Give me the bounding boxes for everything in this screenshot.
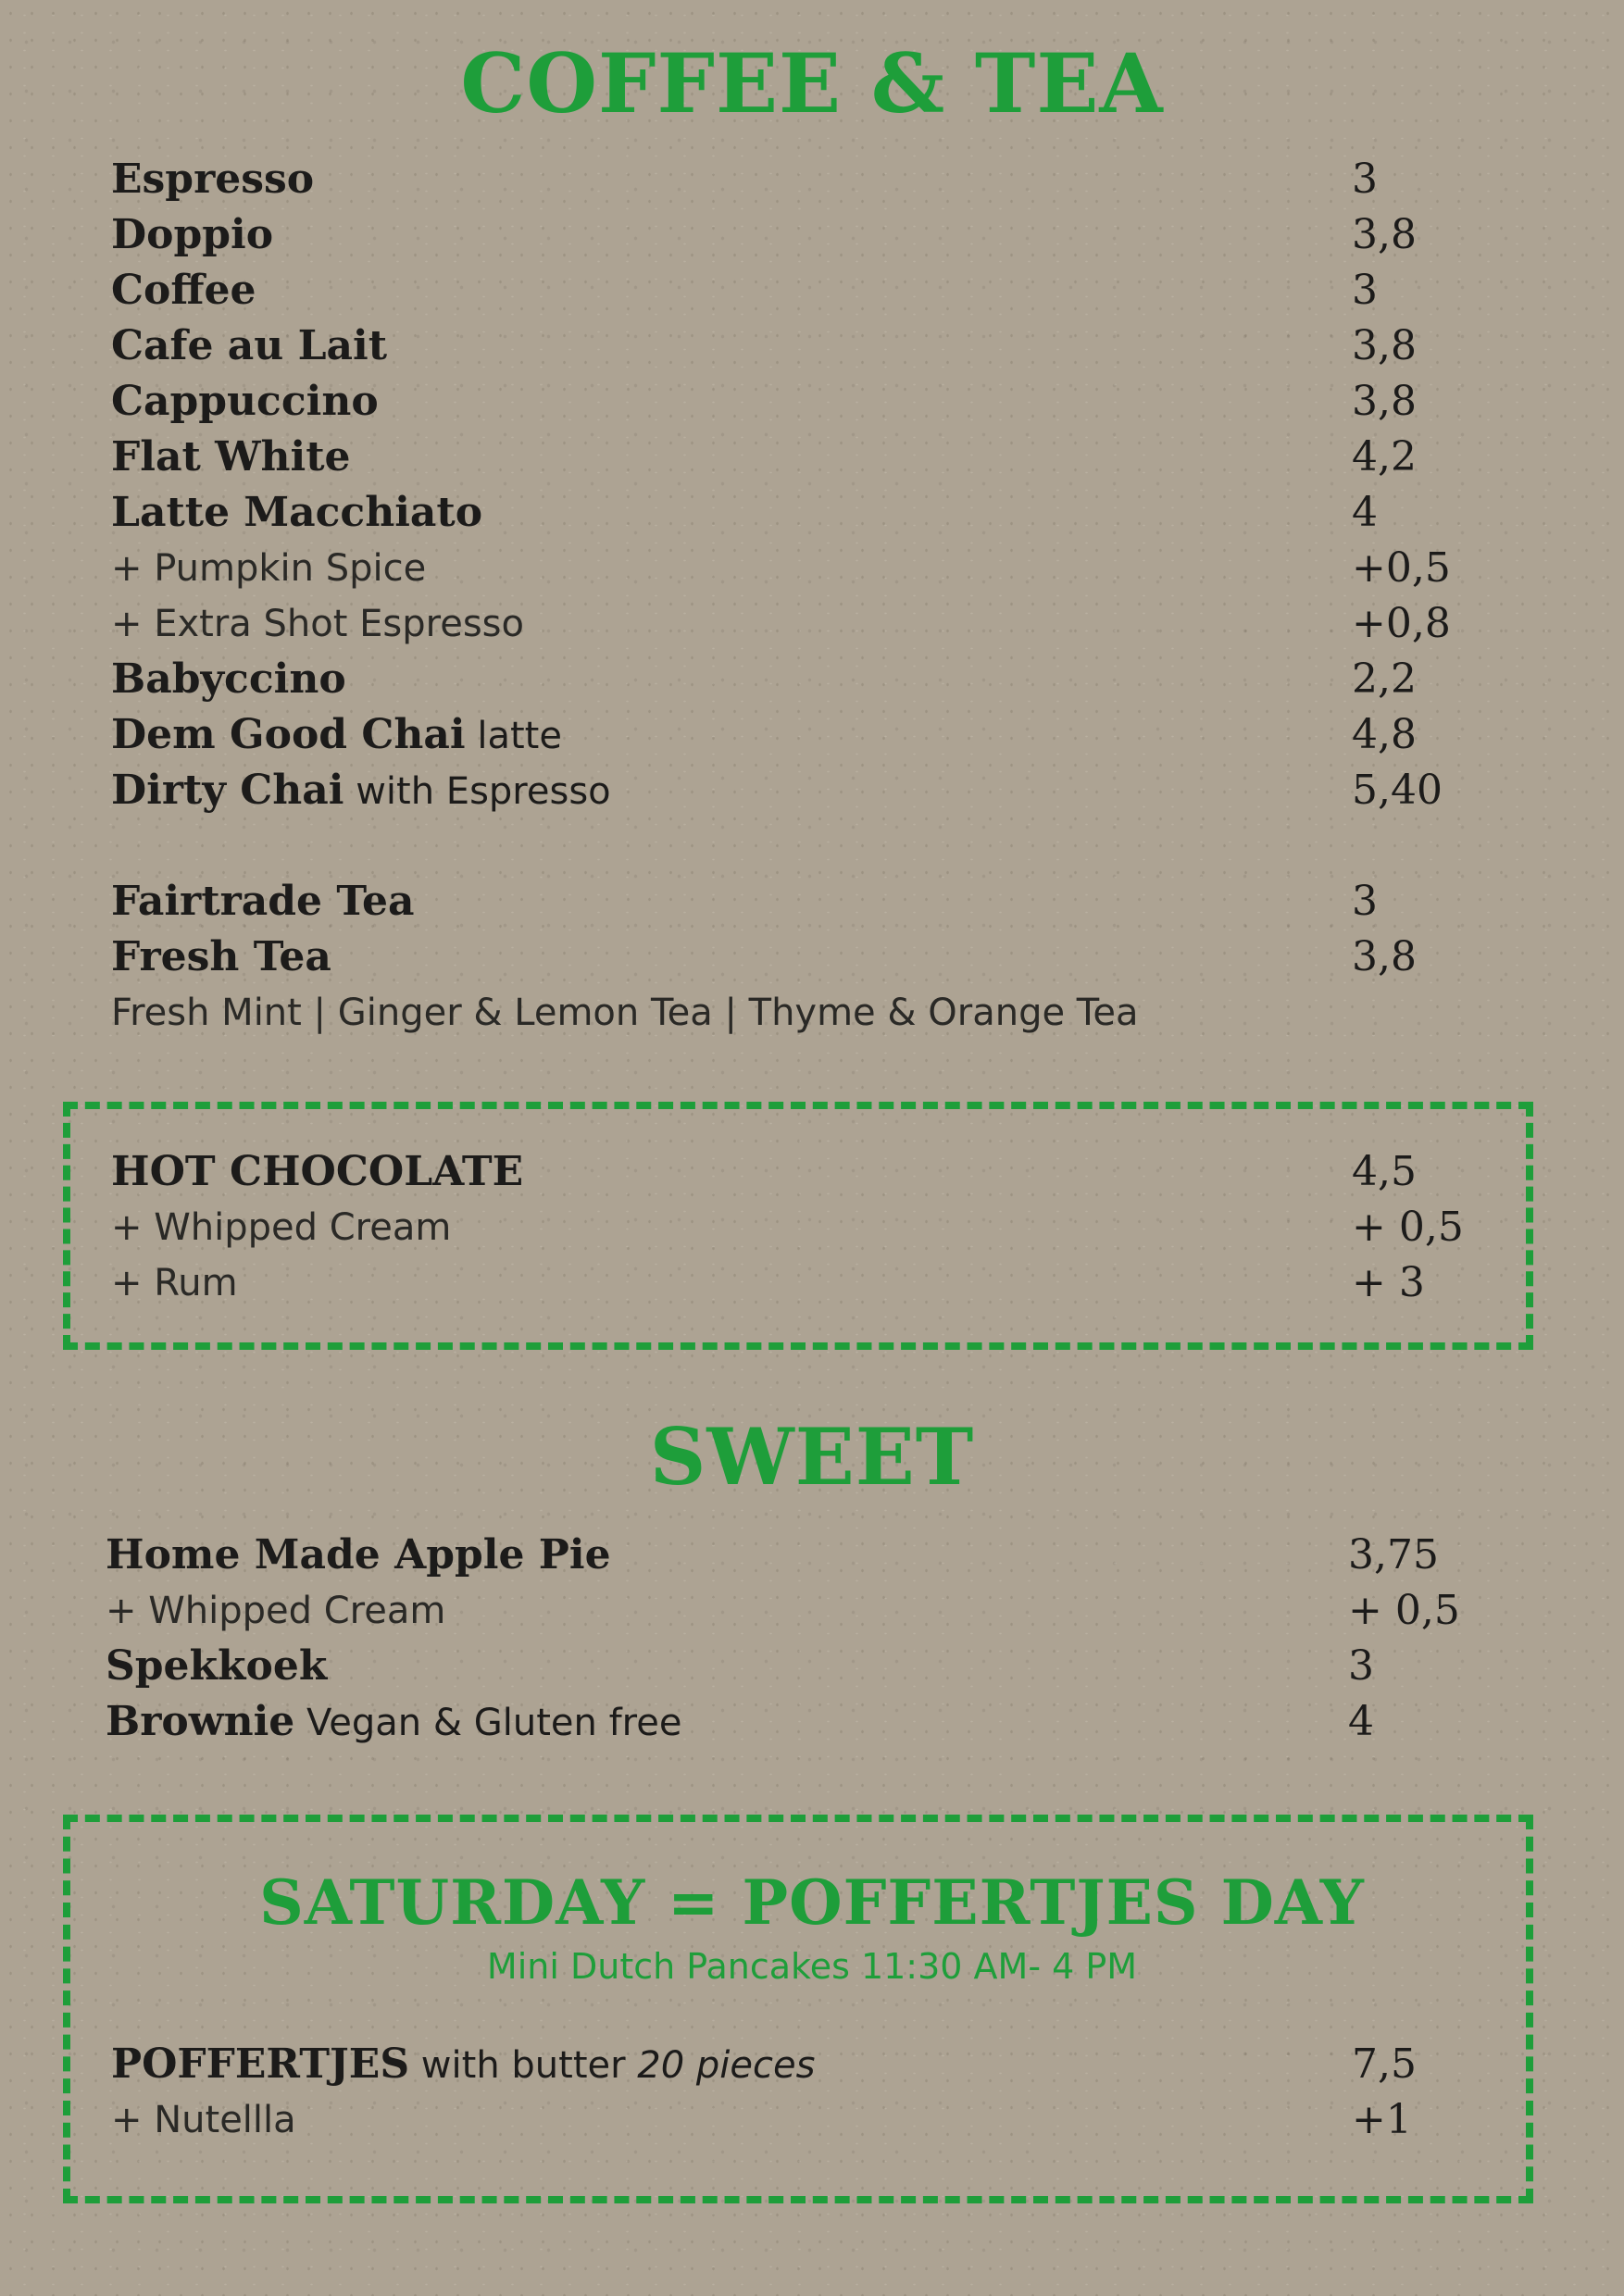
menu-item: [111, 374, 1481, 430]
item-price: 3,8: [1352, 211, 1417, 258]
menu-item: [106, 1694, 1476, 1750]
item-desc: Vegan & Gluten free: [294, 1702, 682, 1744]
menu-item: [111, 763, 1481, 818]
item-price: + 0,5: [1352, 1204, 1464, 1251]
menu-item: [111, 430, 1481, 485]
menu-item: [111, 930, 1481, 985]
item-desc: with butter: [409, 2044, 638, 2087]
menu-addon: [106, 1583, 1476, 1639]
item-price: 3: [1352, 267, 1378, 314]
item-name-group: [111, 707, 562, 764]
item-name: Doppio: [111, 211, 274, 258]
fresh-tea-options-text: Fresh Mint | Ginger & Lemon Tea | Thyme & Orange Tea: [111, 992, 1139, 1034]
item-name: Cafe au Lait: [111, 322, 388, 369]
addon-desc: + Whipped Cream: [106, 1590, 446, 1632]
item-price: +0,8: [1352, 600, 1451, 647]
item-name-group: [111, 763, 611, 819]
menu-addon: [111, 1255, 1481, 1311]
menu-item: [111, 874, 1481, 930]
item-price: 3,75: [1348, 1531, 1439, 1578]
menu-addon: [111, 596, 1481, 652]
item-price: 3,8: [1352, 322, 1417, 369]
menu-item: [111, 152, 1481, 207]
menu-item: [111, 207, 1481, 263]
item-name: HOT CHOCOLATE: [111, 1148, 524, 1195]
menu-item: [111, 2037, 1481, 2092]
item-price: 4,8: [1352, 711, 1417, 758]
item-name: Babyccino: [111, 655, 346, 703]
item-price: 3,8: [1352, 378, 1417, 425]
item-name: Dem Good Chai: [111, 711, 466, 758]
item-name: Home Made Apple Pie: [106, 1531, 611, 1578]
poffertjes-subtitle: Mini Dutch Pancakes 11:30 AM- 4 PM: [486, 1946, 1138, 1987]
item-price: + 3: [1352, 1259, 1425, 1306]
item-desc: with Espresso: [344, 770, 611, 813]
item-name: Dirty Chai: [111, 767, 344, 814]
poffertjes-heading: SATURDAY = POFFERTJES DAY: [259, 1866, 1365, 1939]
item-name: Latte Macchiato: [111, 489, 483, 536]
menu-item: [111, 485, 1481, 541]
menu-item: [111, 263, 1481, 318]
menu-item: [106, 1528, 1476, 1583]
item-price: +0,5: [1352, 544, 1451, 592]
fresh-tea-options: [111, 985, 1481, 1041]
menu-item: [106, 1639, 1476, 1694]
addon-desc: + Extra Shot Espresso: [111, 603, 524, 645]
item-name: Coffee: [111, 267, 256, 314]
item-price: 7,5: [1352, 2040, 1417, 2088]
item-price: 3,8: [1352, 933, 1417, 980]
item-name: Spekkoek: [106, 1642, 328, 1690]
item-price: 4: [1348, 1698, 1374, 1745]
item-price: 3: [1352, 878, 1378, 925]
item-name: Flat White: [111, 433, 351, 480]
menu-item: [111, 707, 1481, 763]
addon-desc: + Rum: [111, 1262, 238, 1304]
menu-item: [111, 1144, 1481, 1200]
item-name: Brownie: [106, 1698, 295, 1745]
menu-item: [111, 318, 1481, 374]
item-name: Cappuccino: [111, 378, 379, 425]
item-price: 4: [1352, 489, 1378, 536]
item-price: + 0,5: [1348, 1587, 1460, 1634]
item-price: 2,2: [1352, 655, 1417, 703]
addon-desc: + Pumpkin Spice: [111, 547, 427, 590]
item-price: 4,2: [1352, 433, 1417, 480]
addon-desc: + Nutellla: [111, 2099, 296, 2141]
addon-desc: + Whipped Cream: [111, 1206, 452, 1249]
item-price: +1: [1352, 2096, 1412, 2143]
item-price: 3: [1348, 1642, 1374, 1690]
item-name: Espresso: [111, 156, 315, 203]
item-name-group: [106, 1694, 681, 1751]
sweet-heading: SWEET: [649, 1411, 975, 1503]
item-name: Fairtrade Tea: [111, 878, 415, 925]
item-quantity: 20 pieces: [637, 2044, 816, 2087]
item-name-group: [111, 2037, 815, 2093]
coffee-tea-heading: COFFEE & TEA: [460, 35, 1164, 131]
menu-item: [111, 652, 1481, 707]
item-price: 3: [1352, 156, 1378, 203]
item-name: Fresh Tea: [111, 933, 331, 980]
menu-addon: [111, 1200, 1481, 1255]
item-price: 5,40: [1352, 767, 1443, 814]
menu-addon: [111, 541, 1481, 596]
item-desc: latte: [465, 715, 562, 757]
item-name: POFFERTJES: [111, 2040, 410, 2088]
menu-addon: [111, 2092, 1481, 2148]
item-price: 4,5: [1352, 1148, 1417, 1195]
